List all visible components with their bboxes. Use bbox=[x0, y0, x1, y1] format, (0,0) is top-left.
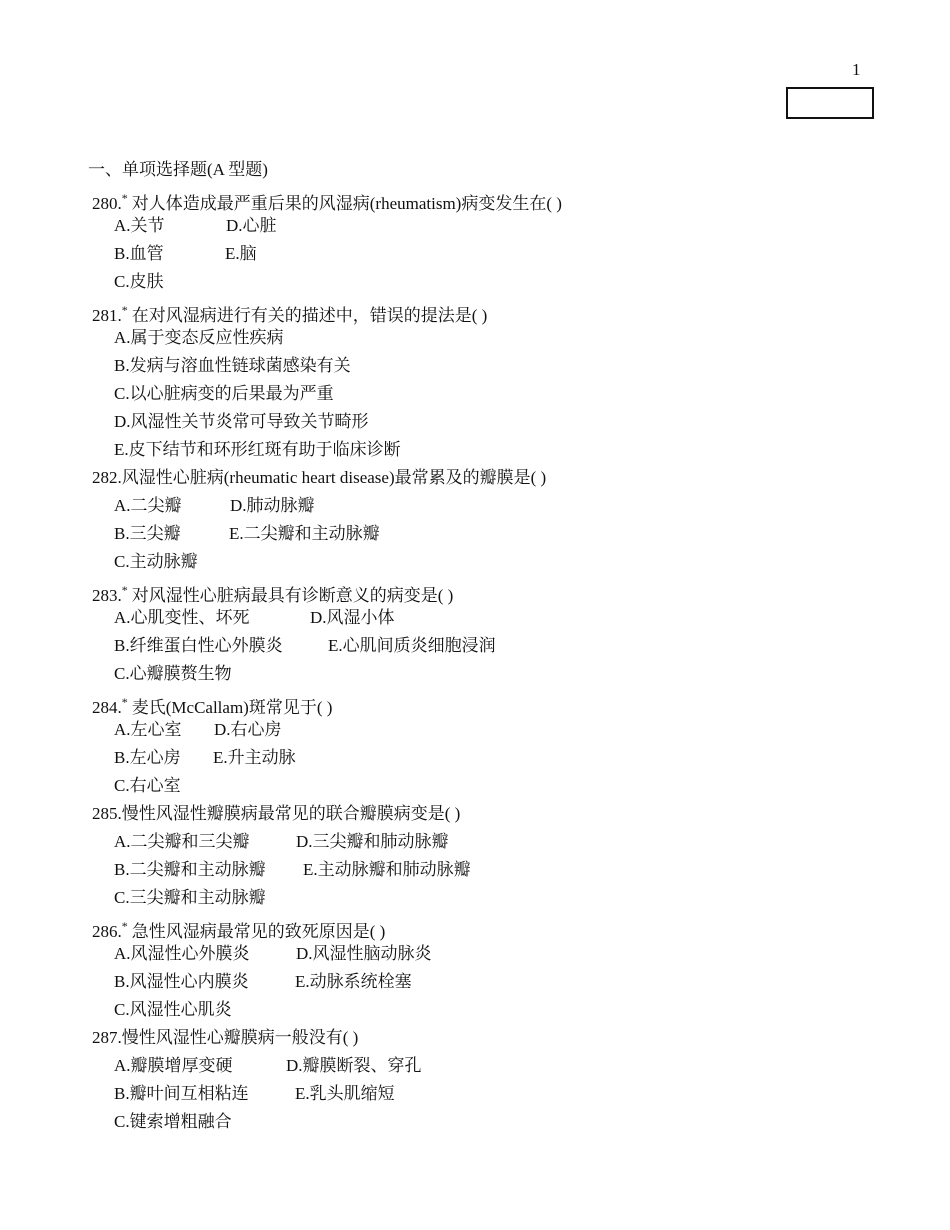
option-row bbox=[88, 1108, 562, 1136]
answer-option[interactable]: E.二尖瓣和主动脉瓣 bbox=[229, 524, 380, 543]
question-283 bbox=[88, 576, 562, 688]
answer-option[interactable]: B.左心房 bbox=[114, 748, 181, 767]
answer-option[interactable]: B.纤维蛋白性心外膜炎 bbox=[114, 636, 283, 655]
answer-option[interactable]: A.瓣膜增厚变硬 bbox=[114, 1056, 233, 1075]
option-row bbox=[88, 716, 562, 744]
option-row bbox=[88, 884, 562, 912]
key-question-star: * bbox=[121, 191, 128, 205]
question-stem bbox=[88, 912, 562, 940]
option-row bbox=[88, 380, 562, 408]
answer-option[interactable]: D.风湿小体 bbox=[310, 608, 395, 627]
answer-option[interactable]: D.风湿性脑动脉炎 bbox=[296, 944, 432, 963]
option-row bbox=[88, 856, 562, 884]
question-281 bbox=[88, 296, 562, 464]
questions-container bbox=[88, 184, 562, 1136]
section-title: 一、单项选择题(A 型题) bbox=[88, 160, 268, 179]
option-row bbox=[88, 996, 562, 1024]
answer-option[interactable]: B.二尖瓣和主动脉瓣 bbox=[114, 860, 266, 879]
question-list bbox=[88, 156, 562, 1136]
key-question-star: * bbox=[121, 919, 128, 933]
option-row bbox=[88, 1080, 562, 1108]
question-text: 急性风湿病最常见的致死原因是( ) bbox=[131, 922, 386, 941]
answer-option[interactable]: A.二尖瓣 bbox=[114, 496, 182, 515]
question-text: 慢性风湿性心瓣膜病一般没有( ) bbox=[121, 1028, 359, 1047]
question-stem bbox=[88, 800, 562, 828]
answer-option[interactable]: B.风湿性心内膜炎 bbox=[114, 972, 249, 991]
answer-option[interactable]: D.心脏 bbox=[226, 216, 277, 235]
answer-option[interactable]: A.关节 bbox=[114, 216, 165, 235]
question-285 bbox=[88, 800, 562, 912]
question-text: 麦氏(McCallam)斑常见于( ) bbox=[131, 698, 333, 717]
option-row bbox=[88, 548, 562, 576]
answer-option[interactable]: D.右心房 bbox=[214, 720, 282, 739]
option-row bbox=[88, 828, 562, 856]
question-number: 284. bbox=[92, 698, 122, 717]
answer-option[interactable]: A.二尖瓣和三尖瓣 bbox=[114, 832, 250, 851]
answer-option[interactable]: E.主动脉瓣和肺动脉瓣 bbox=[303, 860, 471, 879]
question-number: 286. bbox=[92, 922, 122, 941]
option-row bbox=[88, 492, 562, 520]
question-number: 287. bbox=[92, 1028, 122, 1047]
option-row bbox=[88, 408, 562, 436]
option-row bbox=[88, 632, 562, 660]
question-text: 对人体造成最严重后果的风湿病(rheumatism)病变发生在( ) bbox=[131, 194, 562, 213]
answer-option[interactable]: B.发病与溶血性链球菌感染有关 bbox=[114, 356, 351, 375]
option-row bbox=[88, 352, 562, 380]
answer-option[interactable]: E.动脉系统栓塞 bbox=[295, 972, 412, 991]
option-row bbox=[88, 268, 562, 296]
question-stem bbox=[88, 688, 562, 716]
question-280 bbox=[88, 184, 562, 296]
question-number: 280. bbox=[92, 194, 122, 213]
answer-option[interactable]: B.血管 bbox=[114, 244, 164, 263]
question-number: 283. bbox=[92, 586, 122, 605]
answer-option[interactable]: C.以心脏病变的后果最为严重 bbox=[114, 384, 334, 403]
answer-option[interactable]: B.三尖瓣 bbox=[114, 524, 181, 543]
answer-option[interactable]: A.属于变态反应性疾病 bbox=[114, 328, 284, 347]
question-stem bbox=[88, 576, 562, 604]
question-text: 对风湿性心脏病最具有诊断意义的病变是( ) bbox=[131, 586, 454, 605]
option-row bbox=[88, 604, 562, 632]
answer-option[interactable]: C.风湿性心肌炎 bbox=[114, 1000, 232, 1019]
answer-option[interactable]: A.左心室 bbox=[114, 720, 182, 739]
key-question-star: * bbox=[121, 303, 128, 317]
option-row bbox=[88, 436, 562, 464]
question-286 bbox=[88, 912, 562, 1024]
question-stem bbox=[88, 184, 562, 212]
score-box[interactable] bbox=[786, 87, 874, 119]
answer-option[interactable]: A.心肌变性、坏死 bbox=[114, 608, 250, 627]
option-row bbox=[88, 324, 562, 352]
question-stem bbox=[88, 1024, 562, 1052]
answer-option[interactable]: D.肺动脉瓣 bbox=[230, 496, 315, 515]
option-row bbox=[88, 940, 562, 968]
option-row bbox=[88, 772, 562, 800]
answer-option[interactable]: C.右心室 bbox=[114, 776, 181, 795]
answer-option[interactable]: D.风湿性关节炎常可导致关节畸形 bbox=[114, 412, 369, 431]
key-question-star: * bbox=[121, 695, 128, 709]
question-number: 282. bbox=[92, 468, 122, 487]
question-284 bbox=[88, 688, 562, 800]
question-text: 慢性风湿性瓣膜病最常见的联合瓣膜病变是( ) bbox=[121, 804, 461, 823]
answer-option[interactable]: E.脑 bbox=[225, 244, 257, 263]
answer-option[interactable]: A.风湿性心外膜炎 bbox=[114, 944, 250, 963]
option-row bbox=[88, 968, 562, 996]
question-text: 在对风湿病进行有关的描述中，错误的提法是( ) bbox=[131, 306, 488, 325]
option-row bbox=[88, 1052, 562, 1080]
option-row bbox=[88, 520, 562, 548]
question-282 bbox=[88, 464, 562, 576]
answer-option[interactable]: C.心瓣膜赘生物 bbox=[114, 664, 232, 683]
question-stem bbox=[88, 464, 562, 492]
answer-option[interactable]: E.心肌间质炎细胞浸润 bbox=[328, 636, 496, 655]
answer-option[interactable]: E.皮下结节和环形红斑有助于临床诊断 bbox=[114, 440, 401, 459]
option-row bbox=[88, 240, 562, 268]
answer-option[interactable]: E.乳头肌缩短 bbox=[295, 1084, 395, 1103]
question-stem bbox=[88, 296, 562, 324]
option-row bbox=[88, 660, 562, 688]
answer-option[interactable]: D.瓣膜断裂、穿孔 bbox=[286, 1056, 422, 1075]
answer-option[interactable]: C.主动脉瓣 bbox=[114, 552, 198, 571]
option-row bbox=[88, 212, 562, 240]
answer-option[interactable]: C.键索增粗融合 bbox=[114, 1112, 232, 1131]
page-number: 1 bbox=[852, 60, 861, 79]
key-question-star: * bbox=[121, 583, 128, 597]
option-row bbox=[88, 744, 562, 772]
question-287 bbox=[88, 1024, 562, 1136]
answer-option[interactable]: D.三尖瓣和肺动脉瓣 bbox=[296, 832, 449, 851]
answer-option[interactable]: B.瓣叶间互相粘连 bbox=[114, 1084, 249, 1103]
question-text: 风湿性心脏病(rheumatic heart disease)最常累及的瓣膜是( ) bbox=[121, 468, 547, 487]
question-number: 281. bbox=[92, 306, 122, 325]
answer-option[interactable]: C.皮肤 bbox=[114, 272, 164, 291]
answer-option[interactable]: E.升主动脉 bbox=[213, 748, 296, 767]
answer-option[interactable]: C.三尖瓣和主动脉瓣 bbox=[114, 888, 266, 907]
question-number: 285. bbox=[92, 804, 122, 823]
